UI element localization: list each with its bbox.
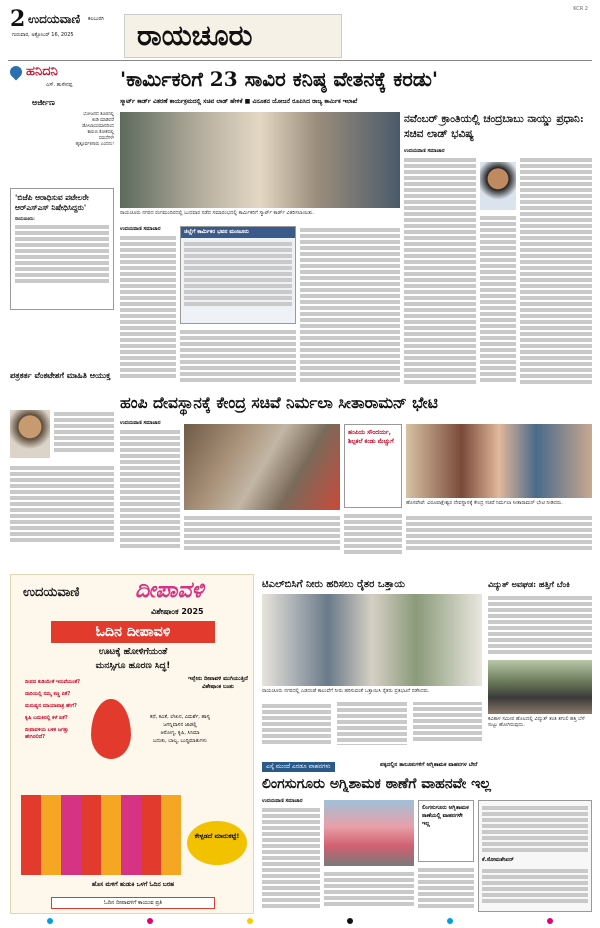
- ad-question: ಮನುಷ್ಯನ ಮಾಯಾಪಾತ್ರ ಹೇಗೆ?: [25, 703, 77, 709]
- fire-truck-photo: [324, 800, 414, 866]
- box-body: [15, 217, 109, 285]
- masthead-rule: [8, 60, 592, 61]
- top-story-col2: [300, 226, 400, 386]
- section-title: ರಾಯಚೂರು: [137, 19, 253, 52]
- bottom-sidebar: [478, 800, 592, 912]
- cotton-fire-photo: [488, 660, 592, 714]
- journalist-story: [10, 370, 114, 570]
- paper-name: ಉದಯವಾಣಿ: [28, 12, 81, 26]
- bottom-headline: ಲಿಂಗಸುಗೂರು ಅಗ್ನಿಶಾಮಕ ಠಾಣೆಗೆ ವಾಹನವೇ ಇಲ್ಲ: [262, 776, 491, 792]
- hampi-callout: [344, 424, 402, 508]
- masthead: [8, 6, 592, 58]
- journalist-photo: [10, 410, 50, 458]
- top-story-photo: [120, 112, 400, 208]
- page-number: 2: [10, 6, 26, 32]
- ad-banner: ಓದಿನ ದೀಪಾವಳಿ: [51, 621, 215, 643]
- farmer-caption: ರಾಯಚೂರು ನಗರದಲ್ಲಿ ಎಡದಂಡೆ ಕಾಲುವೆಗೆ ನೀರು ಹರಿಸುವಂತೆ ಒತ್ತಾಯಿಸಿ ರೈತರು ಪ್ರತಿಭಟನೆ ನಡೆಸಿದರು.: [262, 688, 430, 694]
- farmer-protest-photo: [262, 594, 482, 686]
- ad-brand: ಉದಯವಾಣಿ: [23, 585, 80, 600]
- top-headline: 'ಕಾರ್ಮಿಕರಿಗೆ 23 ಸಾವಿರ ಕನಿಷ್ಠ ವೇತನಕ್ಕೆ ಕರಡು': [120, 67, 438, 91]
- ad-list: [135, 713, 225, 745]
- ad-questions: [25, 679, 87, 741]
- box-dateline: ರಾಯಚೂರು:: [15, 217, 35, 222]
- ad-footer-2: ಓದಿನ ದೀಪಾವಳಿಗೆ ಕಾಯುವ ಪ್ರತಿ: [51, 897, 215, 909]
- ad-stamp: ಕೇಳ್ಪಡದೆ ಮಾರುಕಟ್ಟೆ!: [187, 821, 247, 865]
- inset-title: ಜಿಲ್ಲೆಗೆ ಕಾರ್ಮಿಕರ ಭವನ ಮಂಜೂರು: [181, 227, 295, 238]
- power-headline: ವಿದ್ಯುತ್ ಅವಘಡ: ಹತ್ತಿಗೆ ಬೆಂಕಿ: [488, 579, 570, 589]
- quote-line: ಕಿಂಡಿ ಮಾಡಿದರೆ: [92, 118, 114, 123]
- labour-bhavan-inset: [180, 226, 296, 324]
- diya-graphic: [91, 699, 131, 759]
- deepavali-ad[interactable]: [10, 574, 254, 914]
- hampi-col1: [120, 428, 180, 554]
- farmer-body: [262, 702, 482, 756]
- top-story-col1: [120, 234, 176, 384]
- story-headline: ಪತ್ರಕರ್ತ ವೆಂಕಟೇಶಗೆ ಮಾಹಿತಿ ಆಯುಕ್ತ: [10, 370, 111, 380]
- box-headline: 'ಬಿಜೆಪಿ ಆರಾಧಿಸುವ ಪಟೇಲರೇ ಆರ್‌ಎಸ್‌ಎಸ್ ನಿಷೇಧಿಸಿದ್ದರು': [15, 193, 89, 212]
- bjp-story-box: [10, 188, 114, 310]
- drop-icon: [8, 64, 25, 81]
- top-photo-caption: ರಾಯಚೂರು ನಗರದ ರಂಗಮಂದಿರದಲ್ಲಿ ಬುಧವಾರ ನಡೆದ ಸಮಾರಂಭದಲ್ಲಿ ಕಾರ್ಮಿಕರಿಗೆ ಸ್ಮಾರ್ಟ್ ಕಾರ್ಡ್ ವಿತರಿಸಲಾಯಿತು.: [120, 210, 314, 216]
- hampi-byline: ಉದಯವಾಣಿ ಸಮಾಚಾರ: [120, 420, 161, 426]
- hampi-visit-photo: [406, 424, 592, 498]
- story-body-cont: [10, 464, 114, 544]
- hanidani-column: [10, 64, 114, 164]
- print-registration-marks: [0, 916, 600, 926]
- bottom-kicker: ಎಸ್ಕೆ ಮುಂದೆ ಎರಡೂ ವಾಹನಗಳು: [262, 762, 335, 772]
- page-code: KCR 2: [573, 6, 588, 12]
- quote-line: ಕಾರುಣ ಕೋಶದಲ್ಲಿ: [87, 130, 114, 135]
- ad-footer-1: ಹೊಸ ಮಳಿಗೆ ಹುಡುಕಿ ಒಳಗೆ ಓದಿನ ಬರಹ: [91, 881, 175, 888]
- ad-issue: ವಿಶೇಷಾಂಕ 2025: [151, 607, 204, 616]
- ad-bubble: ಇನ್ನೇನು ದೀಪಾವಳಿ ಮುಗಿಯುತ್ತಿದೆ ವಿಶೇಷಾಂಕ ಬಂತು: [188, 676, 248, 690]
- right-story-headline: ನವೆಂಬರ್ ಕ್ರಾಂತಿಯಲ್ಲಿ ಚಂದ್ರಬಾಬು ನಾಯ್ಡು ಪ್ರಧಾನಿ: ಸಚಿವ ಲಾಡ್ ಭವಿಷ್ಯ: [404, 113, 584, 140]
- quote-line: ಭೋಜನದ ತೂಬಿನಲ್ಲಿ: [83, 112, 114, 117]
- bottom-kicker-2: ಪಕ್ಕದಲ್ಲಿನ ತಾಲೂಕುಗಳಿಗೆ ಅಗ್ನಿಶಾಮಕ ವಾಹನಗಳ ಬೇರೆ: [380, 762, 478, 768]
- right-story-byline: ಉದಯವಾಣಿ ಸಮಾಚಾರ: [404, 148, 445, 154]
- right-story-col3: [480, 214, 516, 386]
- column-author: ಎಸ್. ಹುಸೇನಪ್ಪ: [46, 82, 73, 88]
- ad-question: ಕೃಷಿ ಬದುಕಿನಲ್ಲಿ ಕಳೆ ಏಕೆ?: [25, 715, 68, 721]
- ad-list-item: ಕಥೆ, ಕವಿತೆ, ಲೇಖನ, ವಿಮರ್ಶೆ, ಹಾಸ್ಯ: [149, 714, 211, 720]
- bottom-pull-quote: [418, 800, 474, 862]
- ad-list-item: ಆರೋಗ್ಯ, ಕೃಷಿ, ಸಿನಿಮಾ: [160, 730, 200, 736]
- top-subheadline: ಸ್ಮಾರ್ಟ್ ಕಾರ್ಡ್ ವಿತರಣೆ ಕಾರ್ಯಕ್ರಮದಲ್ಲಿ ಸಚಿವ ಲಾಡ್ ಹೇಳಿಕೆ ■ ವಿನೂತನ ಯೋಜನೆ ರೂಪಿಸಿದ ರಾಜ್ಯ ಕಾರ್ಮಿಕ ಇಲಾಖೆ: [120, 98, 358, 105]
- callout-text: ಹಂಪಿಯ ಸೌಂದರ್ಯ, ಶಿಲ್ಪಕಲೆ ಕಂಡು ಮೆಚ್ಚುಗೆ: [348, 429, 394, 445]
- ad-question: ದೀಪಾವಳಿಯ ಬಳಿಕ ಜಗತ್ತು ಹೇಗಿರಲಿದೆ?: [25, 727, 69, 740]
- section-banner: [124, 14, 342, 58]
- bottom-col1: [262, 806, 320, 912]
- ad-tagline-2: ಮನಸ್ಸಿಗೂ ಹೂರಣ ಸಿದ್ಧ!: [95, 661, 171, 671]
- right-story-col2: [520, 156, 592, 386]
- ad-list-item: ಜಗನ್ನಿವಾಸನ ಜಾಡಲ್ಲಿ: [163, 722, 197, 728]
- top-story-col3: [180, 328, 296, 386]
- farmer-headline: ಟಿಎಲ್‌ಬಿಸಿಗೆ ನೀರು ಹರಿಸಲು ರೈತರ ಒತ್ತಾಯ: [262, 579, 405, 590]
- minister-photo: [480, 162, 516, 210]
- ad-special: ದೀಪಾವಳಿ: [135, 577, 204, 603]
- hampi-elephant-photo: [184, 424, 340, 510]
- ad-pattern: [21, 795, 181, 875]
- bottom-byline: ಉದಯವಾಣಿ ಸಮಾಚಾರ: [262, 798, 303, 804]
- ad-tagline-1: ಊಟಕ್ಕೆ ಹೋಳಿಗೆಯಂತೆ: [98, 647, 168, 657]
- pull-quote-text: ಲಿಂಗಸುಗೂರು ಅಗ್ನಿಶಾಮಕ ಠಾಣೆಯಲ್ಲಿ ವಾಹನಗಳೇ ಇಲ್ಲ: [422, 805, 469, 827]
- story-body: [54, 410, 114, 454]
- column-brand: ಹನಿದನಿ: [26, 64, 58, 79]
- top-story-byline: ಉದಯವಾಣಿ ಸಮಾಚಾರ: [120, 226, 161, 232]
- power-body: [488, 594, 592, 658]
- quote-lines: [24, 112, 114, 148]
- right-story-col1: [404, 156, 476, 386]
- hampi-col3: [344, 512, 402, 556]
- hampi-headline: ಹಂಪಿ ದೇವಸ್ಥಾನಕ್ಕೆ ಕೇಂದ್ರ ಸಚಿವೆ ನಿರ್ಮಲಾ ಸೀತಾರಾಮನ್ ಭೇಟಿ: [120, 393, 438, 412]
- date-line: ಗುರುವಾರ, ಅಕ್ಟೋಬರ್ 16, 2025: [12, 32, 74, 38]
- quote-line: ಡೋಲಾಯಮಾನದಿಂದ: [82, 124, 114, 129]
- sidebar-name: ಕೆ.ಸೋಮಶೇಖರ್: [482, 857, 514, 863]
- hampi-photo-caption: ಹೊಸಪೇಟೆ: ವಿರೂಪಾಕ್ಷೇಶ್ವರ ದೇವಸ್ಥಾನಕ್ಕೆ ಕೇಂದ್ರ ಸಚಿವೆ ನಿರ್ಮಲಾ ಸೀತಾರಾಮನ್ ಭೇಟಿ ನೀಡಿದರು.: [406, 500, 563, 506]
- hampi-col2: [184, 514, 340, 554]
- bottom-col3: [418, 866, 474, 912]
- bottom-col2: [324, 870, 414, 912]
- hampi-col4: [406, 514, 592, 556]
- power-caption: ಕವಿತಾಳ ಸಮೀಪ ಹೊಲದಲ್ಲಿ ವಿದ್ಯುತ್ ತಂತಿ ತಗುಲಿ ಹತ್ತಿ ಬೆಳೆ ಸುಟ್ಟು ಹೋಗಿರುವುದು.: [488, 716, 585, 728]
- ad-question: ದಾರಿಯಲ್ಲಿ ನಮ್ಮ ಕಣ್ಣ ಏಕೆ?: [25, 691, 71, 697]
- quote-title: ಅರ್ಜೀಣ: [32, 98, 55, 107]
- ad-list-item: ಬದುಕು, ಬಾಲ್ಯ, ಬುದ್ಧಿಮಾತುಗಳು: [153, 738, 207, 744]
- quote-line: ಹೃತ್ಪೂರ್ವಕಿಗಾರು ಎಂದನು!: [75, 142, 114, 147]
- quote-line: ಸಮಸೆಗಳೇ: [98, 136, 114, 141]
- edition-label: ಕಲಬುರಗಿ: [88, 16, 104, 22]
- ad-question: ದೀಪದ ಕುಡಿಯೇಕೆ ಇರುವೆಯಂತೆ?: [25, 679, 81, 685]
